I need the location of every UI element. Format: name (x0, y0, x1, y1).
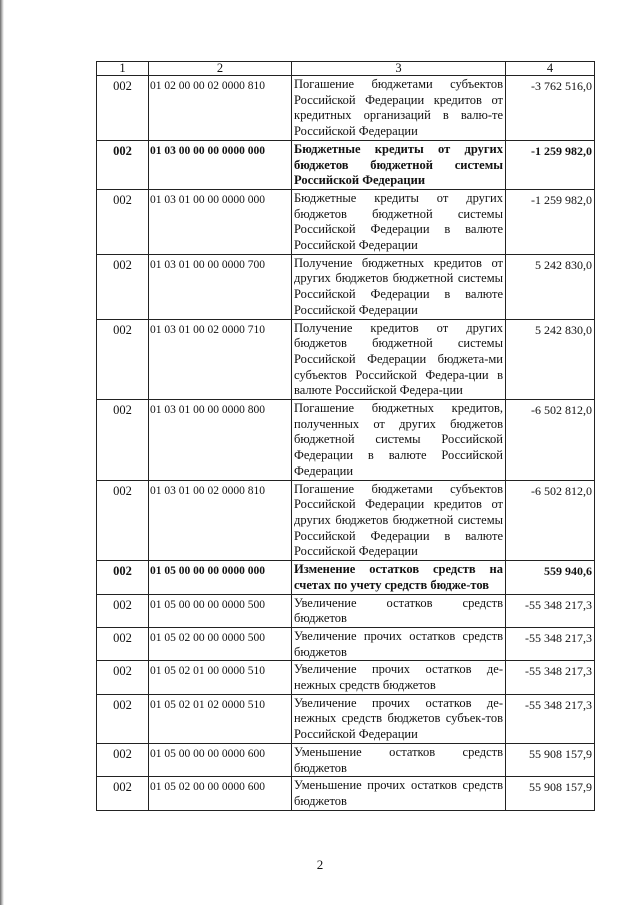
item-name-cell: Погашение бюджетами субъектов Российской Федерации кредитов от кредитных организаций в валю-те Российской Федерации (292, 76, 506, 141)
admin-code-cell: 002 (97, 743, 149, 776)
item-name-cell: Увеличение остатков средств бюджетов (292, 594, 506, 627)
table-row (97, 76, 595, 141)
amount-cell: 55 908 157,9 (506, 777, 595, 810)
table-row (97, 561, 595, 594)
item-name-cell: Бюджетные кредиты от других бюджетов бюджетной системы Российской Федерации в валюте Российской Федерации (292, 189, 506, 254)
table-row (97, 400, 595, 481)
table-row (97, 254, 595, 319)
budget-code-cell: 01 03 01 00 02 0000 710 (149, 319, 292, 400)
table-row (97, 480, 595, 561)
column-number-row (97, 62, 595, 76)
admin-code-cell: 002 (97, 319, 149, 400)
table-row (97, 694, 595, 743)
amount-cell: 55 908 157,9 (506, 743, 595, 776)
amount-cell: 559 940,6 (506, 561, 595, 594)
table-row (97, 627, 595, 660)
budget-code-cell: 01 02 00 00 02 0000 810 (149, 76, 292, 141)
column-number: 2 (149, 62, 292, 76)
item-name-cell: Погашение бюджетных кредитов, полученных от других бюджетов бюджетной системы Российской Федерации в валюте Российской Федерации (292, 400, 506, 481)
admin-code-cell: 002 (97, 400, 149, 481)
budget-code-cell: 01 05 00 00 00 0000 600 (149, 743, 292, 776)
table-row (97, 661, 595, 694)
admin-code-cell: 002 (97, 561, 149, 594)
table-row (97, 319, 595, 400)
admin-code-cell: 002 (97, 594, 149, 627)
item-name-cell: Погашение бюджетами субъектов Российской Федерации кредитов от других бюджетов бюджетной системы Российской Федерации в валюте Российской Федерации (292, 480, 506, 561)
item-name-cell: Бюджетные кредиты от других бюджетов бюджетной системы Российской Федерации (292, 140, 506, 189)
amount-cell: -1 259 982,0 (506, 140, 595, 189)
budget-sources-table (96, 61, 595, 811)
amount-cell: -6 502 812,0 (506, 400, 595, 481)
admin-code-cell: 002 (97, 254, 149, 319)
amount-cell: -55 348 217,3 (506, 594, 595, 627)
amount-cell: -55 348 217,3 (506, 627, 595, 660)
column-number: 1 (97, 62, 149, 76)
admin-code-cell: 002 (97, 694, 149, 743)
admin-code-cell: 002 (97, 661, 149, 694)
amount-cell: -1 259 982,0 (506, 189, 595, 254)
table-row (97, 189, 595, 254)
amount-cell: -55 348 217,3 (506, 694, 595, 743)
table-row (97, 140, 595, 189)
item-name-cell: Получение бюджетных кредитов от других бюджетов бюджетной системы Российской Федерации в валюте Российской Федерации (292, 254, 506, 319)
item-name-cell: Уменьшение остатков средств бюджетов (292, 743, 506, 776)
item-name-cell: Уменьшение прочих остатков средств бюджетов (292, 777, 506, 810)
amount-cell: -6 502 812,0 (506, 480, 595, 561)
admin-code-cell: 002 (97, 480, 149, 561)
budget-code-cell: 01 03 01 00 02 0000 810 (149, 480, 292, 561)
budget-code-cell: 01 03 01 00 00 0000 700 (149, 254, 292, 319)
amount-cell: 5 242 830,0 (506, 319, 595, 400)
item-name-cell: Увеличение прочих остатков средств бюджетов (292, 627, 506, 660)
amount-cell: -55 348 217,3 (506, 661, 595, 694)
admin-code-cell: 002 (97, 777, 149, 810)
amount-cell: 5 242 830,0 (506, 254, 595, 319)
column-number: 4 (506, 62, 595, 76)
amount-cell: -3 762 516,0 (506, 76, 595, 141)
column-number: 3 (292, 62, 506, 76)
item-name-cell: Увеличение прочих остатков де-нежных средств бюджетов субъек-тов Российской Федерации (292, 694, 506, 743)
page-number: 2 (316, 857, 324, 872)
table-row (97, 594, 595, 627)
table-row (97, 743, 595, 776)
admin-code-cell: 002 (97, 627, 149, 660)
admin-code-cell: 002 (97, 76, 149, 141)
item-name-cell: Увеличение прочих остатков де-нежных средств бюджетов (292, 661, 506, 694)
budget-code-cell: 01 03 00 00 00 0000 000 (149, 140, 292, 189)
budget-code-cell: 01 05 02 01 00 0000 510 (149, 661, 292, 694)
budget-code-cell: 01 05 02 00 00 0000 500 (149, 627, 292, 660)
budget-code-cell: 01 03 01 00 00 0000 000 (149, 189, 292, 254)
admin-code-cell: 002 (97, 189, 149, 254)
budget-code-cell: 01 05 02 01 02 0000 510 (149, 694, 292, 743)
budget-code-cell: 01 05 02 00 00 0000 600 (149, 777, 292, 810)
budget-code-cell: 01 05 00 00 00 0000 000 (149, 561, 292, 594)
item-name-cell: Получение кредитов от других бюджетов бюджетной системы Российской Федерации бюджета-ми субъектов Российской Федера-ции в валюте Российской Федера-ции (292, 319, 506, 400)
budget-code-cell: 01 05 00 00 00 0000 500 (149, 594, 292, 627)
admin-code-cell: 002 (97, 140, 149, 189)
table-row (97, 777, 595, 810)
scan-edge-shadow (0, 0, 4, 905)
item-name-cell: Изменение остатков средств на счетах по учету средств бюдже-тов (292, 561, 506, 594)
budget-code-cell: 01 03 01 00 00 0000 800 (149, 400, 292, 481)
